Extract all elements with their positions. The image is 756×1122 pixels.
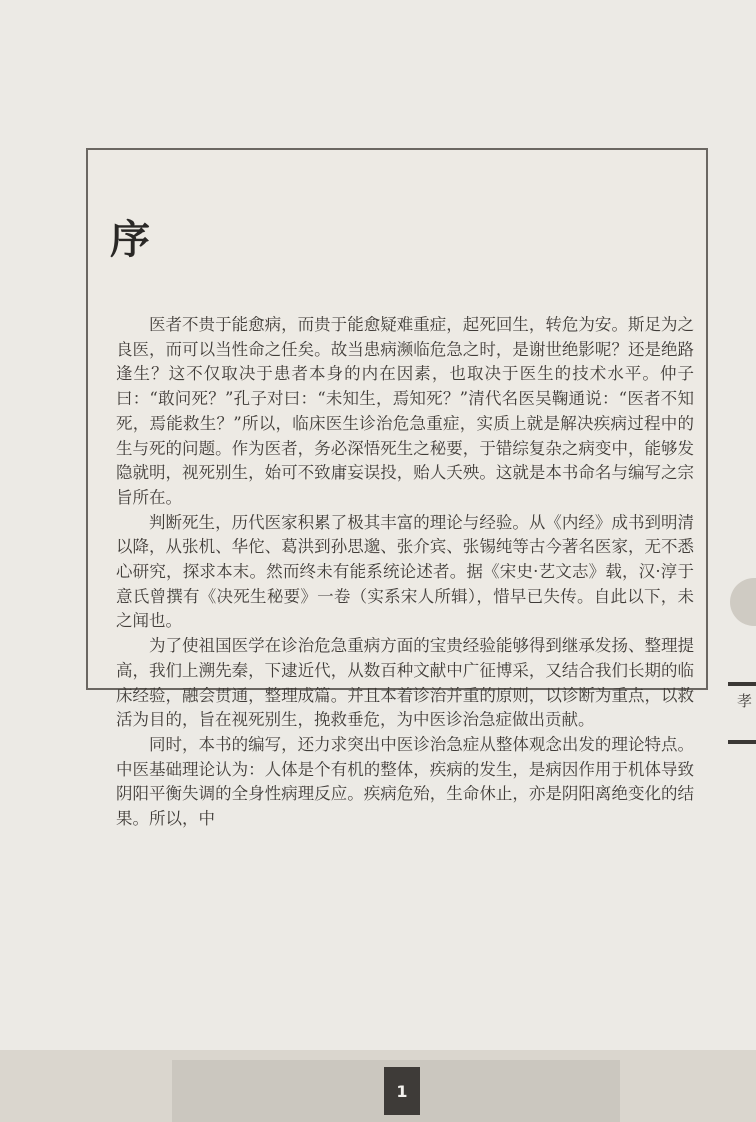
page-number: 1 — [384, 1067, 420, 1115]
page-title: 序 — [110, 216, 152, 263]
paragraph-4: 同时，本书的编写，还力求突出中医诊治急症从整体观念出发的理论特点。中医基础理论认为：人体是个有机的整体，疾病的发生，是病因作用于机体导致阴阳平衡失调的全身性病理反应。疾病危殆，生命休止，亦是阴阳离绝变化的结果。所以，中 — [116, 734, 694, 829]
side-divider-top — [728, 682, 756, 686]
side-yinyang-mark — [730, 578, 756, 626]
side-divider-bottom — [728, 740, 756, 744]
side-tab-char: 孝 — [736, 692, 752, 710]
paragraph-1: 医者不贵于能愈病，而贵于能愈疑难重症，起死回生，转危为安。斯足为之良医，而可以当性命之任矣。故当患病濒临危急之时，是谢世绝影呢？还是绝路逢生？这不仅取决于患者本身的内在因素，也取决于医生的技术水平。仲子曰：“敢问死？”孔子对曰：“未知生，焉知死？”清代名医吴鞠通说：“医者不知死，焉能救生？”所以，临床医生诊治危急重症，实质上就是解决疾病过程中的生与死的问题。作为医者，务必深悟死生之秘要，于错综复杂之病变中，能够发隐就明，视死别生，始可不致庸妄误投，贻人夭殃。这就是本书命名与编写之宗旨所在。 — [116, 315, 694, 507]
paragraph-2: 判断死生，历代医家积累了极其丰富的理论与经验。从《内经》成书到明清以降，从张机、华佗、葛洪到孙思邈、张介宾、张锡纯等古今著名医家，无不悉心研究，探求本末。然而终未有能系统论述者。据《宋史·艺文志》载，汉·淳于意氏曾撰有《决死生秘要》一卷（实系宋人所辑），惜早已失传。自此以下，未之闻也。 — [116, 512, 694, 631]
paragraph-3: 为了使祖国医学在诊治危急重病方面的宝贵经验能够得到继承发扬、整理提高，我们上溯先秦，下逮近代，从数百种文献中广征博采，又结合我们长期的临床经验，融会贯通，整理成篇。并且本着诊治并重的原则，以诊断为重点，以救活为目的，旨在视死别生，挽救垂危，为中医诊治急症做出贡献。 — [116, 636, 694, 730]
body-text — [116, 313, 694, 832]
